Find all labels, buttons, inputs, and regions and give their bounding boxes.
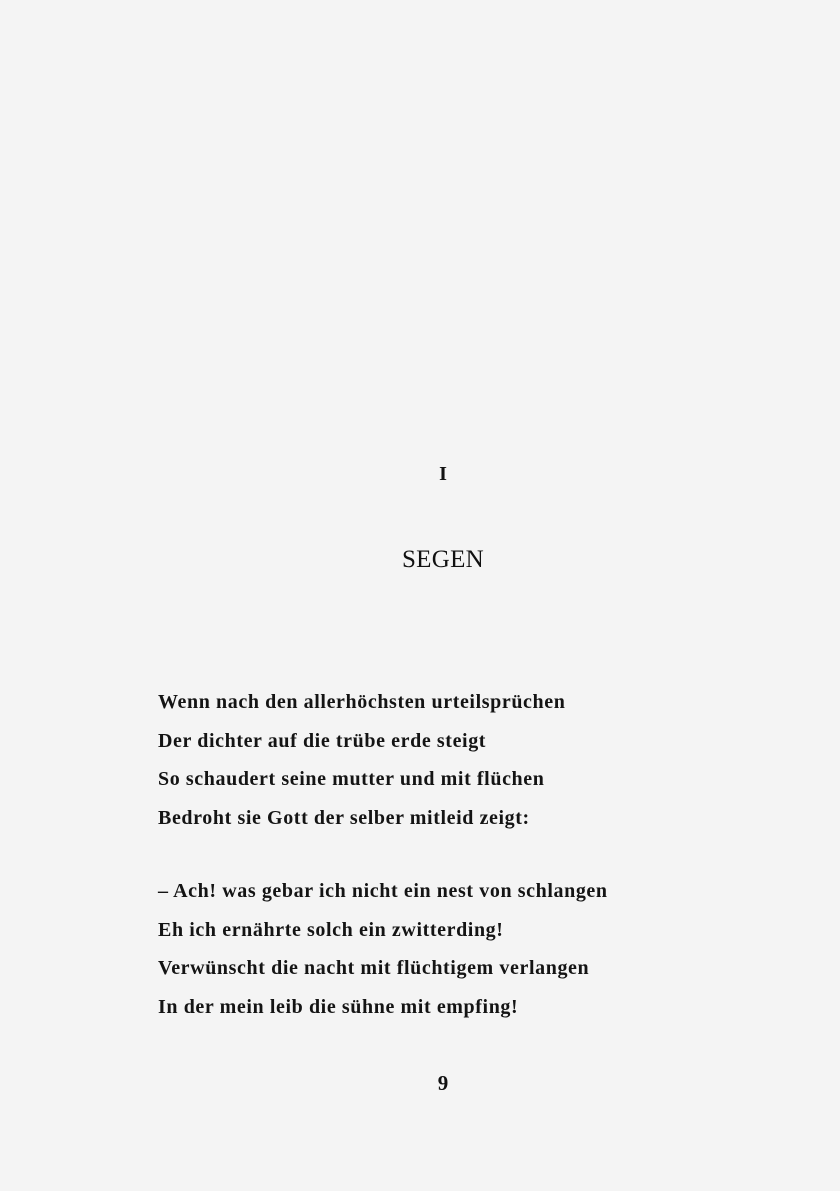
stanza [158,879,608,1033]
verse-line: Bedroht sie Gott der selber mitleid zeigt: [158,806,530,829]
stanza [158,690,565,844]
verse-line: Verwünscht die nacht mit flüchtigem verlangen [158,957,590,979]
verse-line: Eh ich ernährte solch ein zwitterding! [158,918,504,941]
poem-title: SEGEN [401,546,485,573]
page-number: 9 [437,1071,449,1095]
verse-line: Wenn nach den allerhöchsten urteilsprüchen [158,691,566,713]
verse-line: – Ach! was gebar ich nicht ein nest von schlangen [158,880,608,902]
section-number: I [439,463,447,485]
verse-line: In der mein leib die sühne mit empfing! [158,995,519,1018]
verse-line: Der dichter auf die trübe erde steigt [158,729,487,752]
verse-line: So schaudert seine mutter und mit flüchen [158,768,545,790]
